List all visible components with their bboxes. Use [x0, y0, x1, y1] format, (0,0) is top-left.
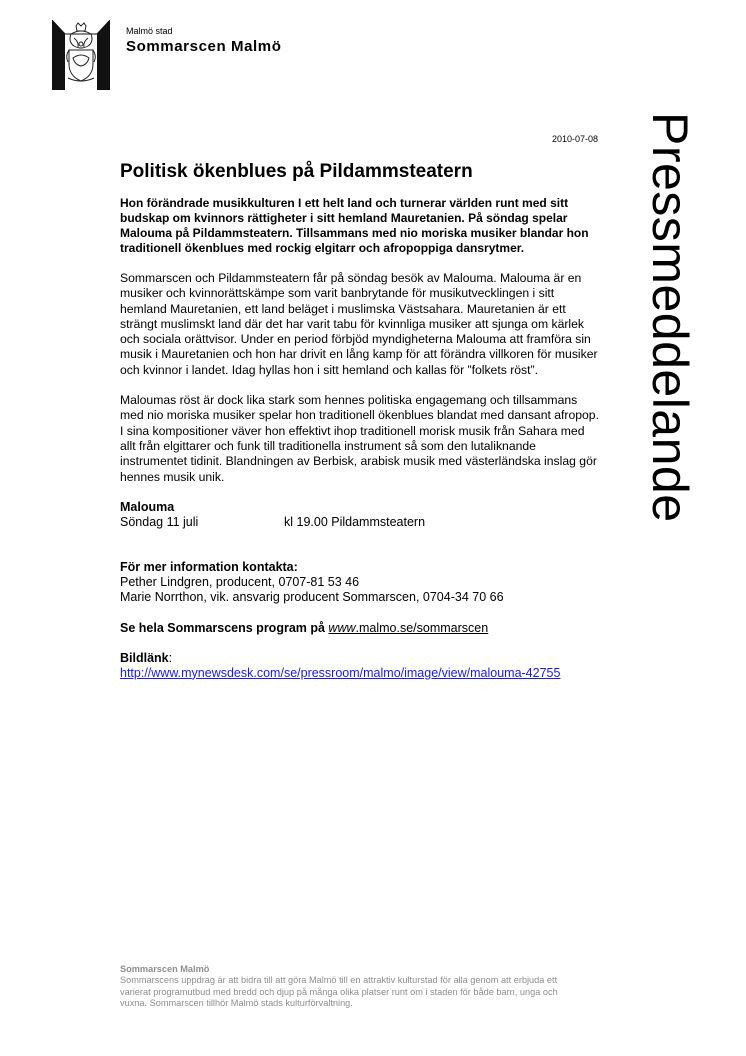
footer-title: Sommarscen Malmö: [120, 964, 210, 974]
program-text: Se hela Sommarscens program på: [120, 620, 329, 635]
footer-text: Sommarscens uppdrag är att bidra till att göra Malmö till en attraktiv kulturstad för alla genom att erbjuda ett varierat programutbud med bredd och djup på många olika platser runt om i staden för både barn, unga och vuxna. Sommarscen tillhör Malmö stads kulturförvaltning.: [120, 975, 558, 1009]
event-row: [120, 515, 600, 530]
contact-line: Marie Norrthon, vik. ansvarig producent Sommarscen, 0704-34 70 66: [120, 589, 504, 604]
pressmeddelande-label: [636, 112, 716, 562]
press-release-body: [120, 160, 600, 681]
malmo-coat-of-arms-icon: [52, 20, 110, 90]
footer: [120, 964, 580, 1010]
program-link-rest: .malmo.se/sommarscen: [355, 620, 489, 635]
lead-paragraph: Hon förändrade musikkulturen I ett helt land och turnerar världen runt med sitt budskap om kvinnors rättigheter i sitt hemland Mauretanien. På söndag spelar Malouma på Pildammsteatern. Tillsammans med nio moriska musiker blandar hon traditionell ökenblues med rockig elgitarr och afropoppiga dansrytmer.: [120, 196, 589, 255]
body-paragraph-1: Sommarscen och Pildammsteatern får på söndag besök av Malouma. Malouma är en musiker och kvinnorättskämpe som varit banbrytande för musikutvecklingen i sitt hemland Mauretanien, ett land beläget i muslimska Västsahara. Mauretanien är ett strängt muslimskt land där det har varit tabu för kvinnliga musiker att sjunga om kärlek och sociala orättvisor. Under en period förbjöd myndigheterna Malouma att framföra sin musik i Mauretanien och hon har drivit en lång kamp för att förändra villkoren för musiker och kvinnor i landet. Idag hyllas hon i sitt hemland och kallas för ”folkets röst”.: [120, 271, 598, 377]
event-name: Malouma: [120, 499, 175, 514]
program-link[interactable]: [328, 621, 488, 635]
page-title: Politisk ökenblues på Pildammsteatern: [120, 161, 473, 182]
org-name: Sommarscen Malmö: [126, 38, 282, 55]
org-name-small: Malmö stad: [126, 26, 173, 36]
event-time-place: kl 19.00 Pildammsteatern: [284, 514, 426, 529]
release-date: 2010-07-08: [551, 134, 598, 144]
image-link-colon: :: [168, 650, 173, 665]
image-link-heading: [120, 651, 600, 666]
image-link-label: Bildlänk: [120, 650, 169, 665]
contact-title: För mer information kontakta:: [120, 559, 298, 574]
body-paragraph-2: Maloumas röst är dock lika stark som hennes politiska engagemang och tillsammans med nio moriska musiker spelar hon traditionell ökenblues blandat med dansant afropop. I sina kompositioner väver hon effektivt ihop traditionell morisk musik från Sahara med allt från elgittarer och funk till traditionella instrument så som den lutaliknande instrumentet tidinit. Blandningen av Berbisk, arabisk musik med västerländska inslag gör hennes musik unik.: [120, 393, 599, 484]
pressmeddelande-text: Pressmeddelande: [642, 112, 698, 523]
event-date: Söndag 11 juli: [120, 514, 199, 529]
image-link-section: [120, 651, 600, 681]
event-info: [120, 500, 600, 530]
contact-info: [120, 560, 600, 605]
program-link-www: www: [328, 620, 356, 635]
contact-line: Pether Lindgren, producent, 0707-81 53 46: [120, 574, 360, 589]
image-link-url[interactable]: http://www.mynewsdesk.com/se/pressroom/malmo/image/view/malouma-42755: [120, 665, 561, 680]
program-link-line: [120, 621, 600, 636]
